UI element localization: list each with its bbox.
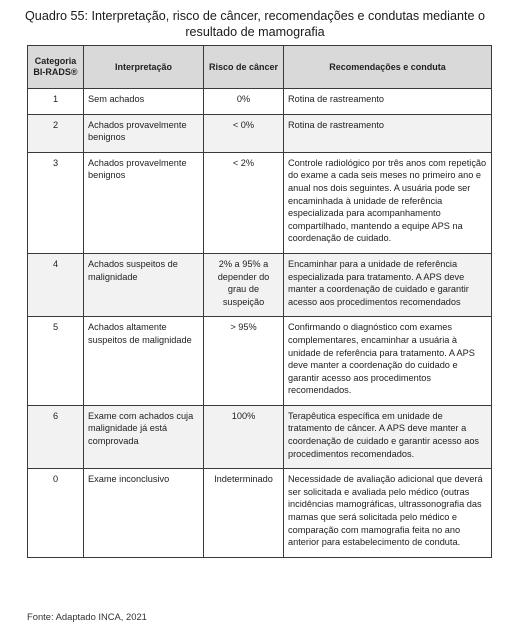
cell-risco: < 0%	[204, 114, 284, 152]
cell-categoria: 2	[28, 114, 84, 152]
cell-interpretacao: Achados altamente suspeitos de malignidade	[84, 317, 204, 406]
table-row	[28, 114, 492, 152]
cell-recomendacao: Rotina de rastreamento	[284, 89, 492, 115]
cell-risco: 0%	[204, 89, 284, 115]
table-row	[28, 253, 492, 316]
cell-interpretacao: Exame com achados cuja malignidade já está comprovada	[84, 405, 204, 468]
caption-line-2: resultado de mamografia	[185, 25, 325, 39]
cell-recomendacao: Controle radiológico por três anos com repetição do exame a cada seis meses no primeiro ano e anual nos dois seguintes. A usuária pode ser encaminhada à unidade de referência especializada para acompanhamento compartilhado, mantendo a equipe APS na coordenação de cuidado.	[284, 152, 492, 253]
cell-categoria: 4	[28, 253, 84, 316]
table-header-row	[28, 46, 492, 89]
cell-risco: < 2%	[204, 152, 284, 253]
cell-risco: 100%	[204, 405, 284, 468]
cell-risco: 2% a 95% a depender do grau de suspeição	[204, 253, 284, 316]
cell-recomendacao: Confirmando o diagnóstico com exames complementares, encaminhar a usuária à unidade de referência para tratamento. A APS deve manter a coordenação do cuidado e garantir acesso aos procedimentos recomendados.	[284, 317, 492, 406]
header-categoria: Categoria BI-RADS®	[28, 46, 84, 89]
cell-recomendacao: Encaminhar para a unidade de referência especializada para tratamento. A APS deve manter a coordenação de cuidado e garantir acesso aos procedimentos recomendados	[284, 253, 492, 316]
cell-interpretacao: Achados provavelmente benignos	[84, 152, 204, 253]
cell-interpretacao: Achados suspeitos de malignidade	[84, 253, 204, 316]
table-row	[28, 152, 492, 253]
cell-interpretacao: Sem achados	[84, 89, 204, 115]
cell-recomendacao: Necessidade de avaliação adicional que deverá ser solicitada e avaliada pelo médico (outras incidências mamográficas, ultrassonografia das mamas que será solicitada pelo médico e comparação com mamografia feita no ano anterior para estabelecimento de conduta.	[284, 469, 492, 558]
header-interpretacao: Interpretação	[84, 46, 204, 89]
cell-interpretacao: Exame inconclusivo	[84, 469, 204, 558]
cell-risco: Indeterminado	[204, 469, 284, 558]
cell-recomendacao: Terapêutica específica em unidade de tratamento de câncer. A APS deve manter a coordenação de cuidado e garantir acesso aos procedimentos recomendados.	[284, 405, 492, 468]
header-recomendacoes: Recomendações e conduta	[284, 46, 492, 89]
cell-interpretacao: Achados provavelmente benignos	[84, 114, 204, 152]
source-note: Fonte: Adaptado INCA, 2021	[27, 611, 147, 622]
table-row	[28, 405, 492, 468]
header-risco: Risco de câncer	[204, 46, 284, 89]
cell-categoria: 5	[28, 317, 84, 406]
table-row	[28, 89, 492, 115]
table-row	[28, 469, 492, 558]
cell-recomendacao: Rotina de rastreamento	[284, 114, 492, 152]
cell-categoria: 0	[28, 469, 84, 558]
cell-categoria: 3	[28, 152, 84, 253]
cell-risco: > 95%	[204, 317, 284, 406]
table-caption	[0, 8, 510, 40]
table-row	[28, 317, 492, 406]
cell-categoria: 1	[28, 89, 84, 115]
caption-line-1: Quadro 55: Interpretação, risco de câncer, recomendações e condutas mediante o	[25, 9, 485, 23]
cell-categoria: 6	[28, 405, 84, 468]
birads-table	[27, 45, 492, 558]
